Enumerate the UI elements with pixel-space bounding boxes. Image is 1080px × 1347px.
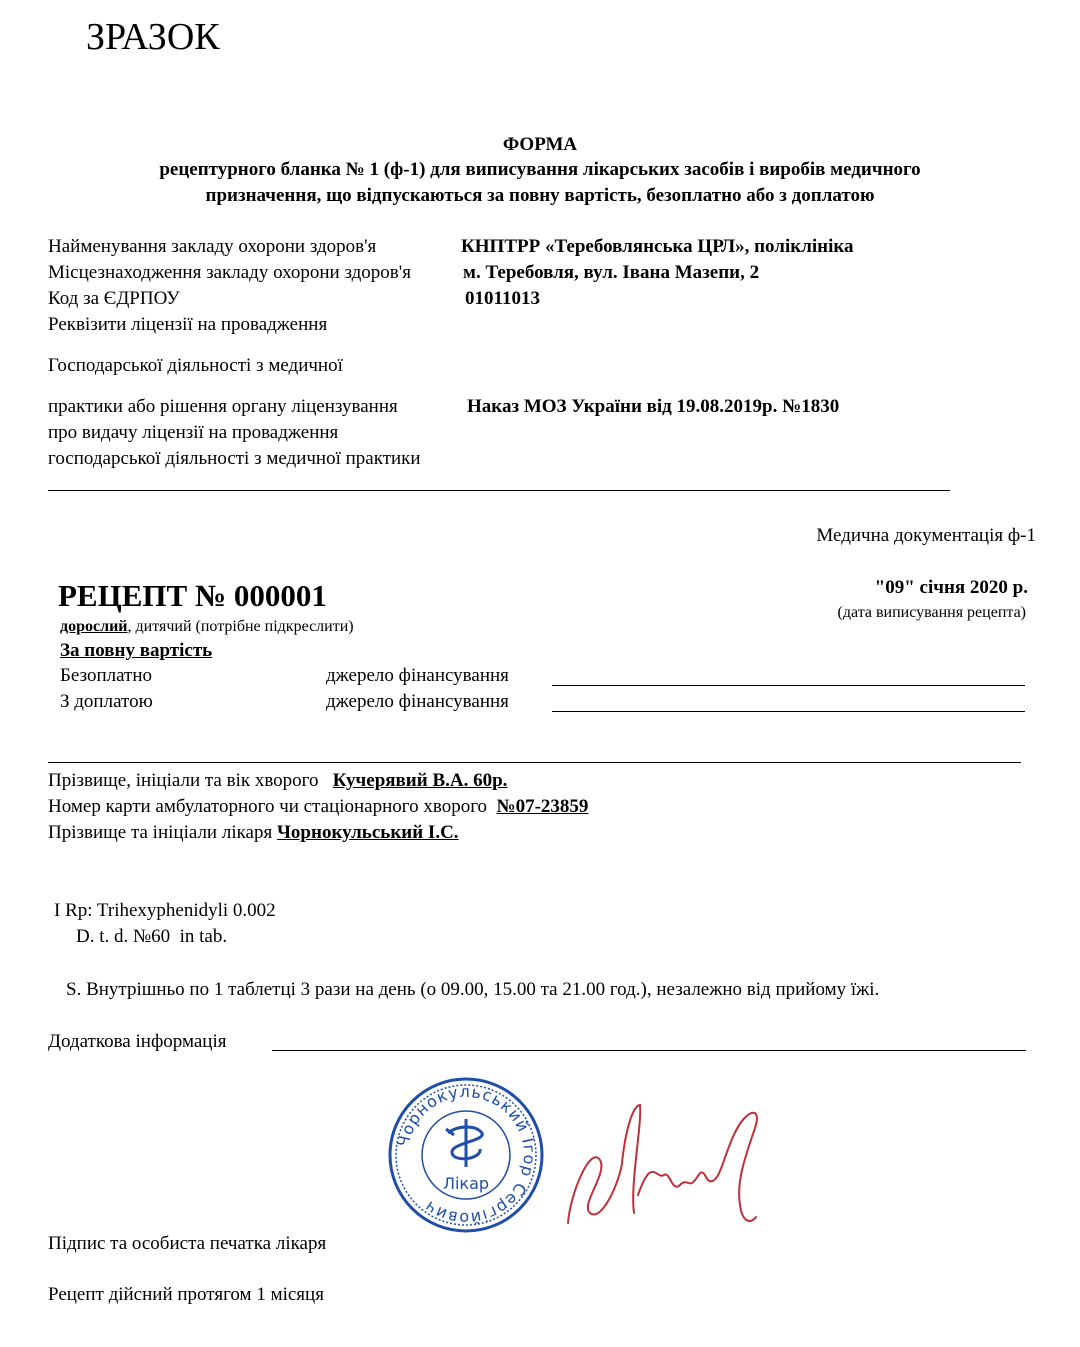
recipe-number-title: РЕЦЕПТ № 000001 — [58, 578, 327, 613]
institution-location-value: м. Теребовля, вул. Івана Мазепи, 2 — [463, 262, 760, 283]
doctor-stamp — [386, 1075, 546, 1235]
payment-full-price: За повну вартість — [60, 640, 213, 661]
form-subtitle-1: рецептурного бланка № 1 (ф-1) для виписування лікарських засобів і виробів медичного — [159, 159, 921, 180]
validity-text: Рецепт дійсний протягом 1 місяця — [48, 1284, 324, 1305]
license-label-5: господарської діяльності з медичної практики — [48, 448, 421, 469]
recipe-date: "09" січня 2020 р. — [874, 577, 1028, 598]
prescription-dtd: D. t. d. №60 in tab. — [76, 926, 228, 947]
prescription-signa: S. Внутрішньо по 1 таблетці 3 рази на день (о 09.00, 15.00 та 21.00 год.), незалежно від прийому їжі. — [66, 979, 880, 1000]
edrpou-value: 01011013 — [465, 288, 540, 309]
institution-location-label: Місцезнаходження закладу охорони здоров'я — [48, 262, 411, 283]
funding-label-copay: джерело фінансування — [326, 691, 509, 712]
doctor-signature — [560, 1085, 790, 1235]
additional-info-line — [272, 1050, 1026, 1051]
separator-line-2 — [48, 762, 1021, 763]
doctor-name-value: Чорнокульський І.С. — [276, 822, 459, 843]
funding-line-free — [552, 685, 1025, 686]
patient-card-label: Номер карти амбулаторного чи стаціонарного хворого — [48, 796, 488, 817]
recipe-date-caption: (дата виписування рецепта) — [837, 604, 1026, 621]
funding-line-copay — [552, 711, 1025, 712]
edrpou-label: Код за ЄДРПОУ — [48, 288, 180, 309]
signature-label: Підпис та особиста печатка лікаря — [48, 1233, 327, 1254]
license-label-3: практики або рішення органу ліцензування — [48, 396, 398, 417]
institution-name-label: Найменування закладу охорони здоров'я — [48, 236, 377, 257]
patient-name-row — [48, 770, 507, 792]
license-label-2: Господарської діяльності з медичної — [48, 355, 343, 376]
form-title: ФОРМА — [502, 134, 578, 155]
doctor-name-label: Прізвище та ініціали лікаря — [48, 822, 273, 843]
institution-name-value: КНПТРР «Теребовлянська ЦРЛ», поліклініка — [461, 236, 854, 257]
stamp-ring-text: Чорнокульський Ігор Сергійович — [393, 1081, 540, 1229]
patient-type-rest: , дитячий (потрібне підкреслити) — [127, 618, 354, 635]
patient-card-value: №07-23859 — [496, 796, 589, 817]
license-label-4: про видачу ліцензії на провадження — [48, 422, 339, 443]
stamp-center-text: Лікар — [442, 1174, 490, 1193]
prescription-rp: I Rp: Trihexyphenidyli 0.002 — [54, 900, 276, 921]
funding-label-free: джерело фінансування — [326, 665, 509, 686]
patient-type-selected: дорослий — [60, 618, 128, 635]
payment-copay: З доплатою — [60, 691, 153, 712]
license-value: Наказ МОЗ України від 19.08.2019р. №1830 — [467, 396, 840, 417]
patient-type-line — [60, 617, 354, 637]
patient-name-label: Прізвище, ініціали та вік хворого — [48, 770, 319, 791]
payment-free: Безоплатно — [60, 665, 153, 686]
patient-name-value: Кучерявий В.А. 60р. — [332, 770, 508, 791]
watermark-text: ЗРАЗОК — [86, 16, 220, 58]
document-type: Медична документація ф-1 — [816, 525, 1036, 546]
additional-info-label: Додаткова інформація — [48, 1031, 227, 1052]
patient-card-row — [48, 796, 588, 818]
separator-line — [48, 490, 950, 491]
doctor-name-row — [48, 822, 459, 844]
license-label-1: Реквізити ліцензії на провадження — [48, 314, 328, 335]
form-subtitle-2: призначення, що відпускаються за повну вартість, безоплатно або з доплатою — [205, 185, 875, 206]
caduceus-icon — [446, 1119, 482, 1167]
